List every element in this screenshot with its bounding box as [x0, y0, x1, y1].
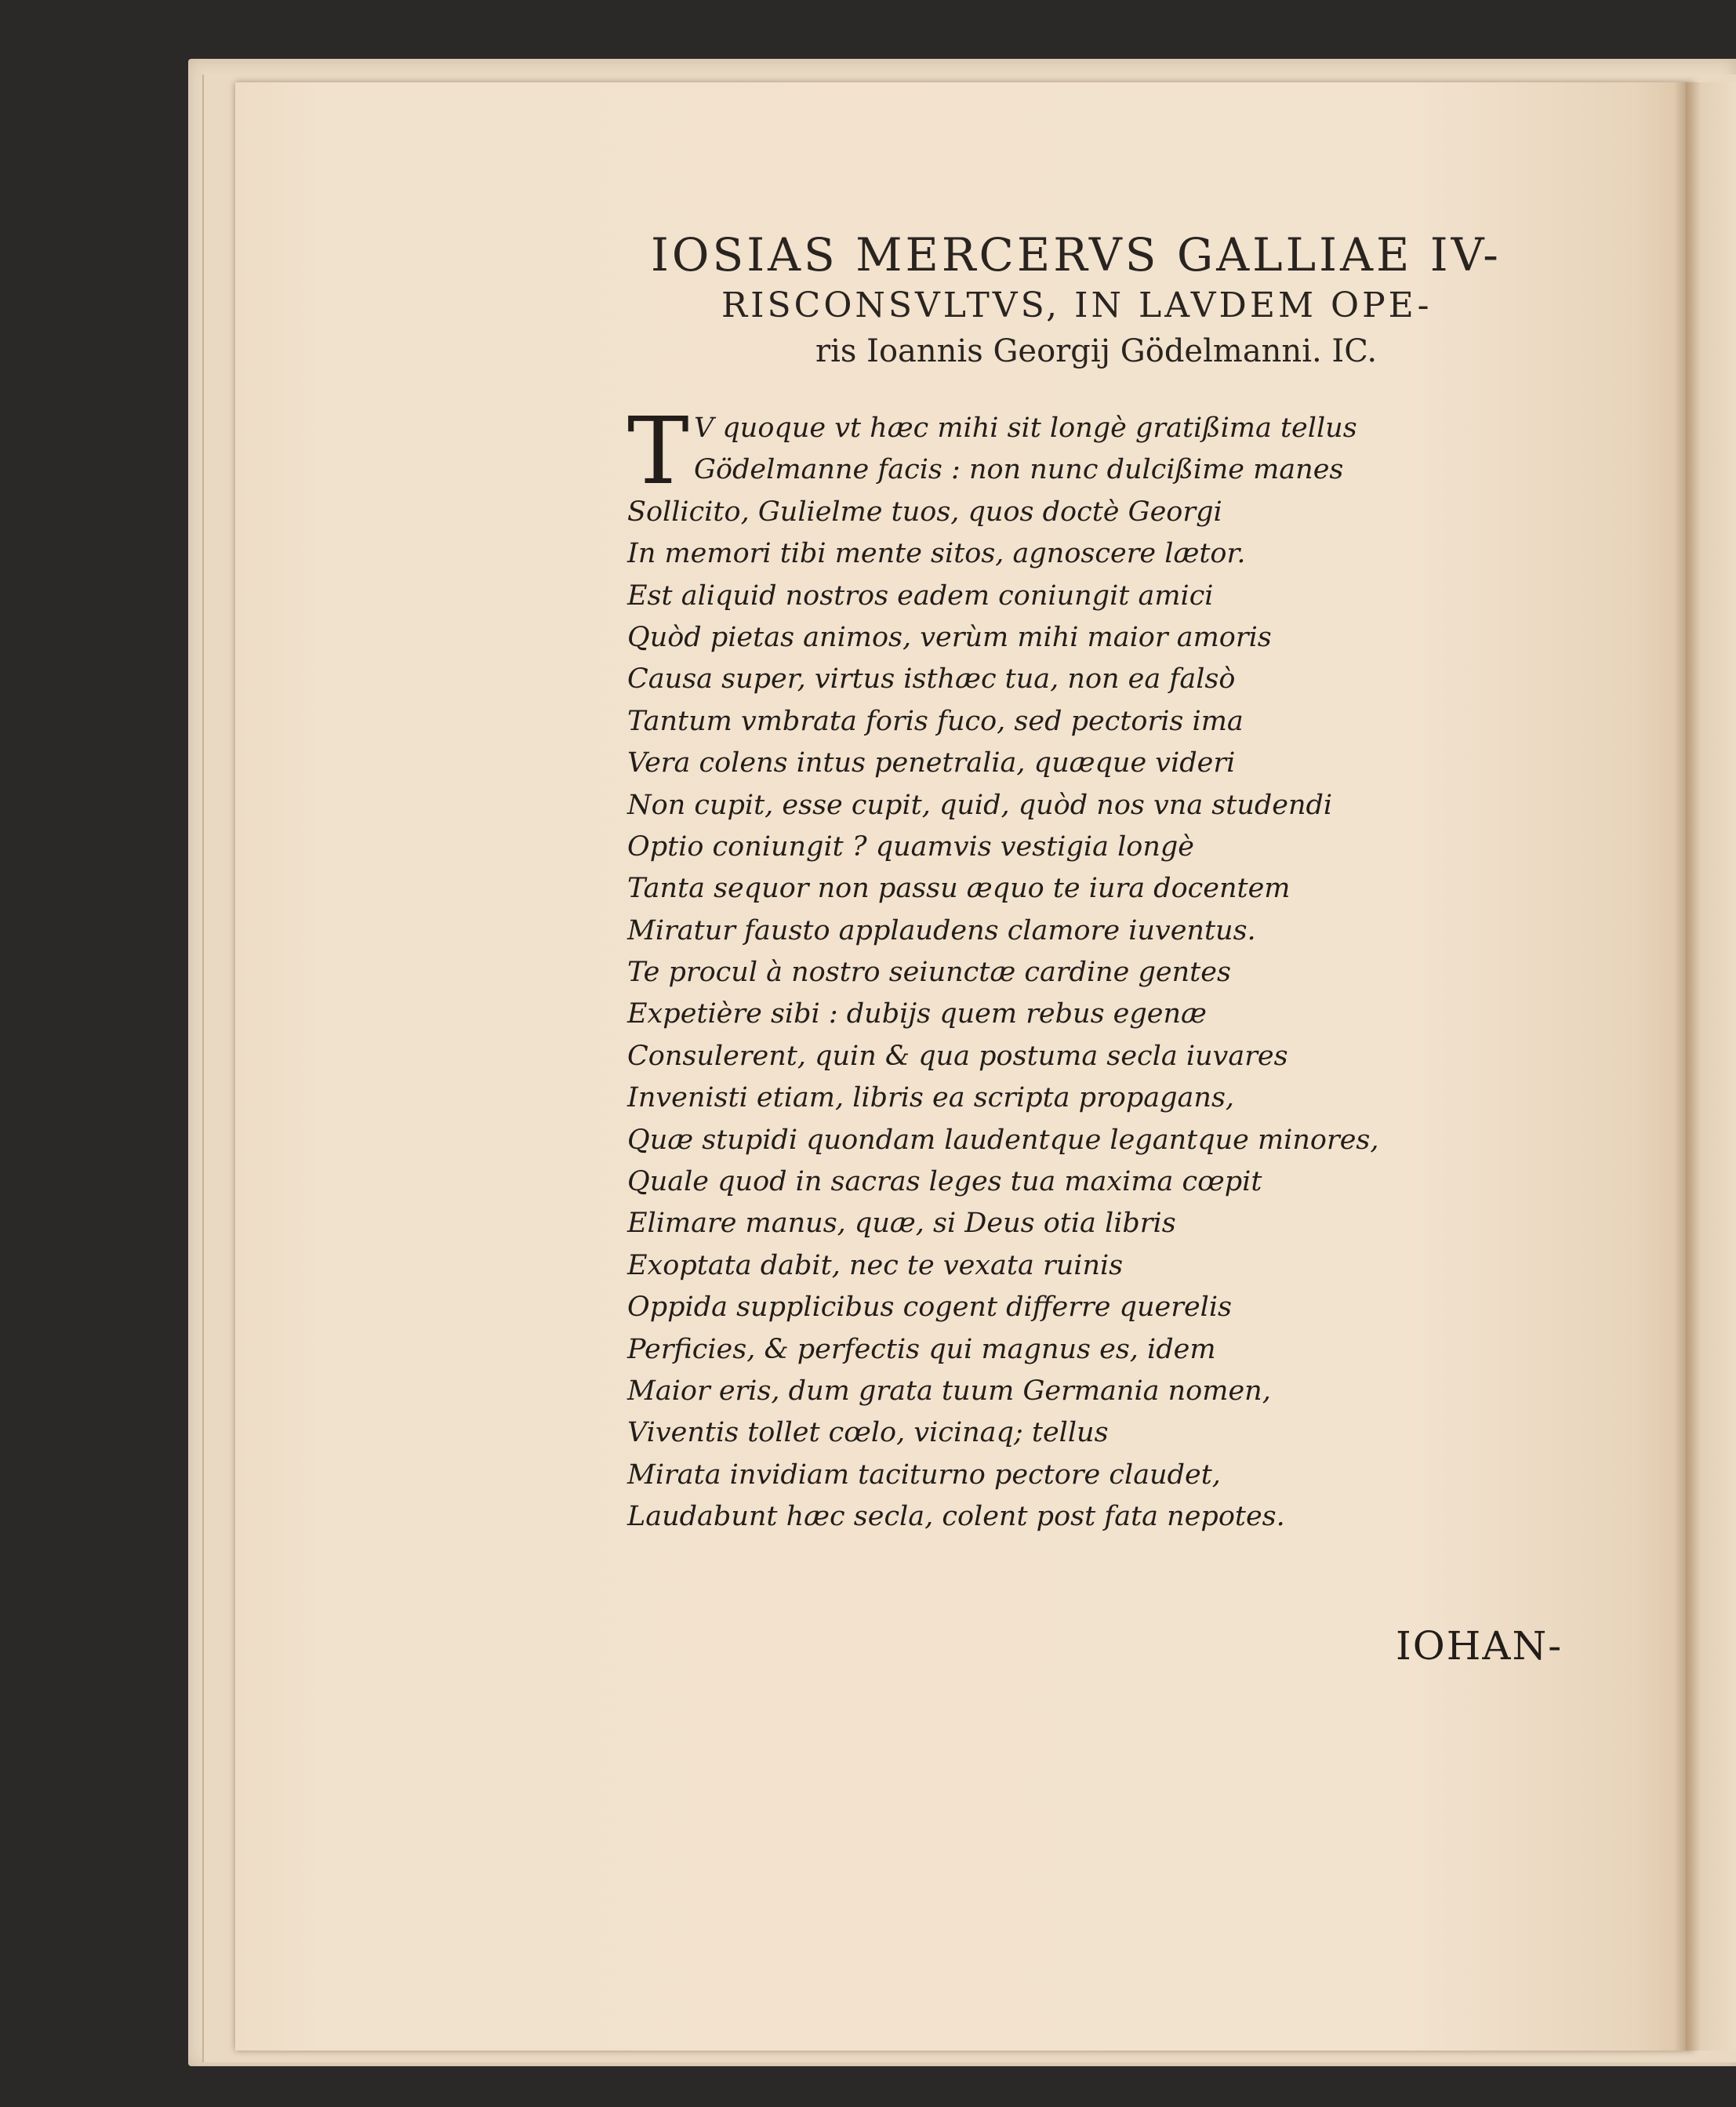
heading-line-2: RISCONSVLTVS, IN LAVDEM OPE- — [721, 285, 1433, 325]
drop-cap-initial: T — [627, 397, 689, 505]
poem-line: Laudabunt hæc secla, colent post fata nepotes. — [627, 1501, 1285, 1533]
facing-page-edge — [1686, 82, 1736, 2051]
poem-line: Mirata invidiam taciturno pectore claudet, — [627, 1459, 1221, 1491]
poem-line: Quòd pietas animos, verùm mihi maior amoris — [627, 621, 1272, 653]
poem-line: Sollicito, Gulielme tuos, quos doctè Georgi — [627, 496, 1222, 528]
poem-line: Est aliquid nostros eadem coniungit amici — [627, 579, 1214, 612]
poem-line: Viventis tollet cœlo, vicinaq; tellus — [627, 1417, 1109, 1449]
heading-line-1: IOSIAS MERCERVS GALLIAE IV- — [651, 228, 1502, 282]
poem-line: Causa super, virtus isthæc tua, non ea falsò — [627, 663, 1236, 696]
poem-heading — [619, 227, 1537, 373]
poem-line: Elimare manus, quæ, si Deus otia libris — [627, 1208, 1176, 1240]
catchword: IOHAN- — [1396, 1623, 1563, 1669]
poem-line: Consulerent, quin & qua postuma secla iuvares — [627, 1040, 1288, 1072]
poem-body — [627, 397, 1411, 1538]
poem-line: Invenisti etiam, libris ea scripta propagans, — [627, 1082, 1235, 1114]
poem-line: Expetière sibi : dubijs quem rebus egenæ — [627, 998, 1207, 1030]
poem-line: Tanta sequor non passu æquo te iura docentem — [627, 873, 1291, 905]
poem-line: V quoque vt hæc mihi sit longè gratißima tellus — [694, 412, 1357, 444]
poem-line: Maior eris, dum grata tuum Germania nomen, — [627, 1375, 1271, 1407]
poem-line: Oppida supplicibus cogent differre querelis — [627, 1291, 1233, 1324]
poem-line: Optio coniungit ? quamvis vestigia longè — [627, 830, 1195, 863]
heading-line-3: ris Ioannis Georgij Gödelmanni. IC. — [815, 333, 1378, 369]
poem-line: Exoptata dabit, nec te vexata ruinis — [627, 1249, 1124, 1281]
poem-line: Non cupit, esse cupit, quid, quòd nos vna studendi — [627, 789, 1333, 821]
poem-line: Perficies, & perfectis qui magnus es, idem — [627, 1333, 1216, 1365]
poem-line: Vera colens intus penetralia, quæque videri — [627, 747, 1236, 779]
poem-line: Tantum vmbrata foris fuco, sed pectoris ima — [627, 705, 1244, 737]
poem-line: Gödelmanne facis : non nunc dulcißime manes — [694, 454, 1344, 486]
poem-line: In memori tibi mente sitos, agnoscere lætor. — [627, 538, 1246, 570]
poem-line: Miratur fausto applaudens clamore iuventus. — [627, 914, 1256, 946]
poem-line: Te procul à nostro seiunctæ cardine gentes — [627, 957, 1231, 989]
poem-line: Quale quod in sacras leges tua maxima cœpit — [627, 1166, 1262, 1198]
poem-line: Quæ stupidi quondam laudentque legantque minores, — [627, 1124, 1379, 1156]
